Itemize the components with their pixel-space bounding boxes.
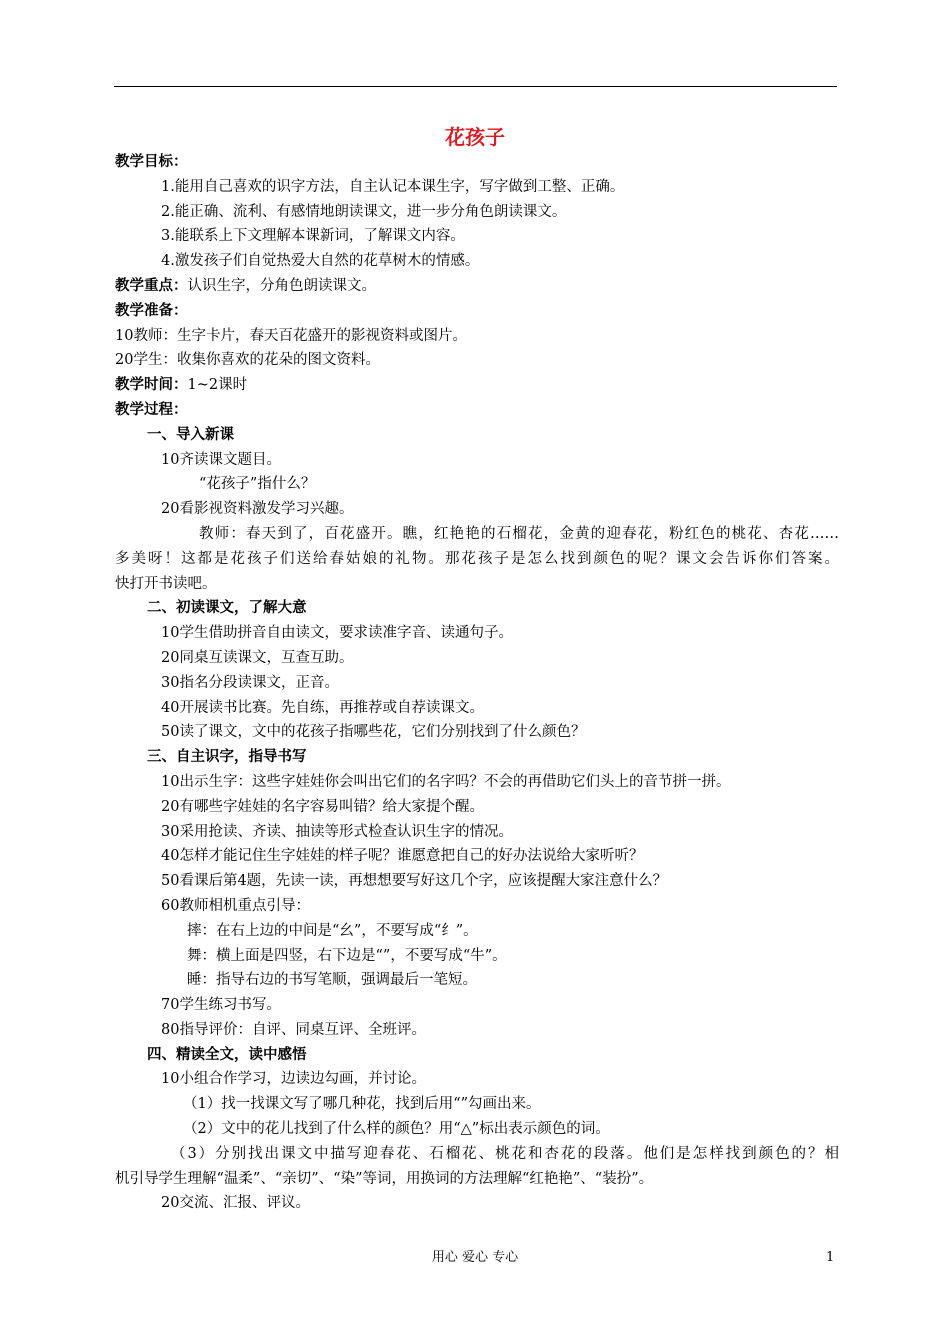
section-2-item: 10学生借助拼音自由读文，要求读准字音、读通句子。	[161, 625, 513, 642]
section-3-subitem: 舞：横上面是四竖，右下边是“”，不要写成“牛”。	[187, 947, 507, 964]
goal-item: 1.能用自己喜欢的识字方法，自主认记本课生字，写字做到工整、正确。	[161, 178, 625, 195]
prep-heading: 教学准备：	[115, 302, 188, 319]
section-1-paragraph: 快打开书读吧。	[115, 575, 217, 592]
focus-line	[115, 274, 839, 299]
goal-item: 2.能正确、流利、有感情地朗读课文，进一步分角色朗读课文。	[161, 203, 567, 220]
section-1-paragraph: 教师：春天到了，百花盛开。瞧，红艳艳的石榴花，金黄的迎春花，粉红色的桃花、杏花……	[199, 525, 839, 542]
section-2-item: 20同桌互读课文，互查互助。	[161, 649, 354, 666]
time-line	[115, 373, 839, 398]
section-3-item: 50看课后第4题，先读一读，再想想要写好这几个字，应该提醒大家注意什么？	[161, 873, 668, 890]
section-4-subitem: （2）文中的花儿找到了什么样的颜色？用“△”标出表示颜色的词。	[183, 1121, 610, 1138]
page-number: 1	[826, 1250, 835, 1265]
section-2-item: 50读了课文，文中的花孩子指哪些花，它们分别找到了什么颜色？	[161, 724, 586, 741]
section-4-line: 10小组合作学习，边读边勾画，并讨论。	[161, 1071, 426, 1088]
section-3-item: 80指导评价：自评、同桌互评、全班评。	[161, 1021, 426, 1038]
section-4-subitem: （3）分别找出课文中描写迎春花、石榴花、桃花和杏花的段落。他们是怎样找到颜色的？相	[171, 1145, 839, 1162]
document-body	[115, 150, 839, 1216]
time-text: 1~2课时	[187, 377, 248, 394]
section-3-subitem: 摔：在右上边的中间是“幺”，不要写成“纟”。	[187, 922, 478, 939]
goals-heading: 教学目标：	[115, 154, 188, 170]
section-4-subitem-continued: 机引导学生理解“温柔”、“亲切”、“染”等词，用换词的方法理解“红艳艳”、“装扮”。	[115, 1170, 654, 1187]
section-3-item: 20有哪些字娃娃的名字容易叫错？给大家提个醒。	[161, 798, 484, 815]
section-3-heading: 三、自主识字，指导书写	[147, 749, 307, 766]
focus-text: 认识生字，分角色朗读课文。	[187, 277, 376, 294]
section-1-heading: 一、导入新课	[147, 426, 234, 443]
section-3-item: 60教师相机重点引导：	[161, 897, 310, 914]
document-title: 花孩子	[445, 125, 505, 149]
prep-item: 10教师：生字卡片，春天百花盛开的影视资料或图片。	[115, 327, 467, 344]
goal-item: 3.能联系上下文理解本课新词，了解课文内容。	[161, 228, 465, 245]
time-label: 教学时间：	[115, 377, 188, 394]
header-rule	[114, 86, 837, 87]
section-4-heading: 四、精读全文，读中感悟	[147, 1046, 307, 1063]
section-3-subitem: 睡：指导右边的书写笔顺，强调最后一笔短。	[187, 972, 477, 989]
focus-label: 教学重点：	[115, 277, 188, 294]
section-4-line: 20交流、汇报、评议。	[161, 1195, 310, 1212]
goal-item: 4.激发孩子们自觉热爱大自然的花草树木的情感。	[161, 253, 480, 270]
section-3-item: 30采用抢读、齐读、抽读等形式检查认识生字的情况。	[161, 823, 513, 840]
prep-item: 20学生：收集你喜欢的花朵的图文资料。	[115, 352, 380, 369]
section-2-item: 30指名分段读课文，正音。	[161, 674, 339, 691]
section-4-subitem: （1）找一找课文写了哪几种花，找到后用“”勾画出来。	[183, 1096, 541, 1113]
section-1-line: 10齐读课文题目。	[161, 451, 281, 468]
section-1-paragraph: 多美呀！这都是花孩子们送给春姑娘的礼物。那花孩子是怎么找到颜色的呢？课文会告诉你们答案。	[115, 550, 839, 567]
section-3-item: 40怎样才能记住生字娃娃的样子呢？谁愿意把自己的好办法说给大家听听？	[161, 848, 644, 865]
section-3-item: 10出示生字：这些字娃娃你会叫出它们的名字吗？不会的再借助它们头上的音节拼一拼。	[161, 773, 731, 790]
section-2-heading: 二、初读课文，了解大意	[147, 600, 307, 617]
section-1-line: 20看影视资料激发学习兴趣。	[161, 501, 354, 518]
section-2-item: 40开展读书比赛。先自练，再推荐或自荐读课文。	[161, 699, 484, 716]
process-heading: 教学过程：	[115, 401, 188, 418]
section-3-item: 70学生练习书写。	[161, 997, 281, 1014]
section-1-line: “花孩子”指什么？	[199, 476, 316, 493]
page-footer: 用心 爱心 专心	[431, 1250, 519, 1265]
